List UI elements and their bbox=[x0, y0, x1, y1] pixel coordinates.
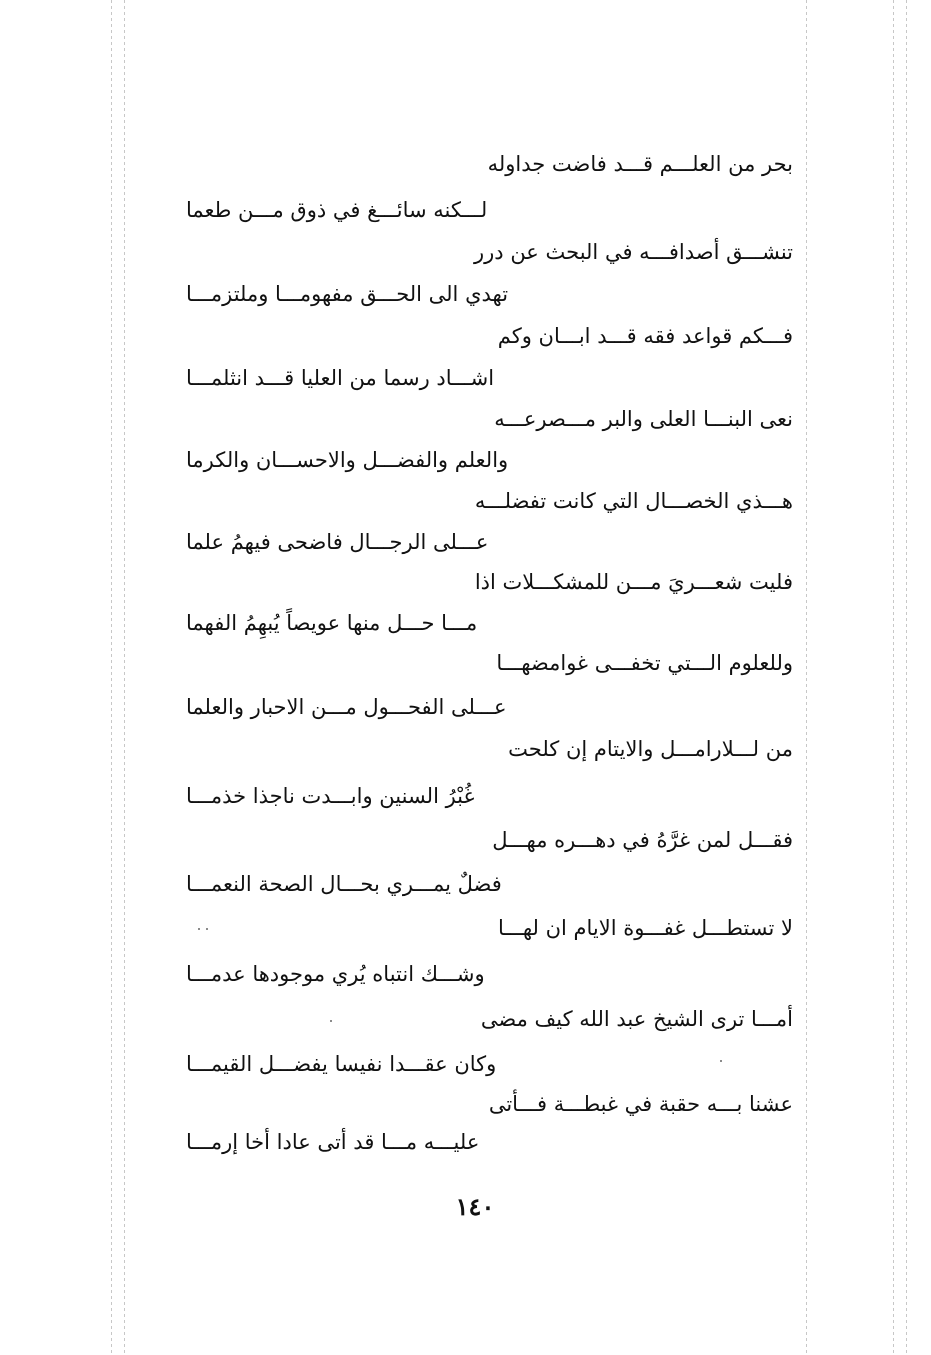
poem-line: تهدي الى الحـــق مفهومـــا وملتزمـــا bbox=[186, 282, 509, 306]
binding-dots bbox=[111, 0, 112, 1355]
poem-line: عـــلى الرجـــال فاضحى فيهمُ علما bbox=[186, 530, 489, 554]
poem-line: عـــلى الفحـــول مـــن الاحبار والعلما bbox=[186, 695, 507, 719]
binding-dots bbox=[893, 0, 894, 1355]
print-speck bbox=[720, 1060, 722, 1062]
poem-line: من لـــلارامـــل والايتام إن كلحت bbox=[508, 737, 793, 761]
poem-line: وكان عقـــدا نفيسا يفضـــل القيمـــا bbox=[186, 1052, 497, 1076]
poem-line: غُبْرُ السنين وابـــدت ناجذا خذمـــا bbox=[186, 784, 475, 808]
binding-dots bbox=[806, 0, 807, 1355]
poem-line: مـــا حـــل منها عويصاً يُبهِمُ الفهما bbox=[186, 611, 478, 635]
poem-line: هـــذي الخصـــال التي كانت تفضلـــه bbox=[474, 489, 793, 513]
poem-line: تنشـــق أصدافـــه في البحث عن درر bbox=[474, 240, 793, 264]
poem-line: أمـــا ترى الشيخ عبد الله كيف مضى bbox=[480, 1007, 793, 1031]
poem-line: وشـــك انتباه يُري موجودها عدمـــا bbox=[186, 962, 485, 986]
poem-line: فليت شعـــريَ مـــن للمشكـــلات اذا bbox=[474, 570, 793, 594]
print-speck bbox=[198, 928, 200, 930]
print-speck bbox=[330, 1020, 332, 1022]
poem-line: لا تستطـــل غفـــوة الايام ان لهـــا bbox=[497, 916, 793, 940]
poem-line: بحر من العلـــم قـــد فاضت جداوله bbox=[487, 152, 793, 176]
print-speck bbox=[206, 928, 208, 930]
poem-line: فقـــل لمن غرَّهُ في دهـــره مهـــل bbox=[492, 828, 793, 852]
poem-line: نعى البنـــا العلى والبر مـــصرعـــه bbox=[494, 407, 793, 431]
poem-line: عليـــه مـــا قد أتى عادا أخا إرمـــا bbox=[186, 1130, 480, 1154]
poem-line: لـــكنه سائـــغ في ذوق مـــن طعما bbox=[186, 198, 488, 222]
poem-line: اشـــاد رسما من العليا قـــد انثلمـــا bbox=[186, 366, 495, 390]
poem-line: والعلم والفضـــل والاحســـان والكرما bbox=[186, 448, 509, 472]
poem-line: فـــكم قواعد فقه قـــد ابـــان وكم bbox=[497, 324, 793, 348]
poem-line: وللعلوم الـــتي تخفـــى غوامضهـــا bbox=[496, 651, 793, 675]
poem-line: فضلٌ يمـــري بحـــال الصحة النعمـــا bbox=[186, 872, 502, 896]
page-number: ١٤٠ bbox=[455, 1192, 495, 1221]
binding-dots bbox=[906, 0, 907, 1355]
binding-dots bbox=[124, 0, 125, 1355]
poem-line: عشنا بـــه حقبة في غبطـــة فـــأتى bbox=[488, 1092, 793, 1116]
